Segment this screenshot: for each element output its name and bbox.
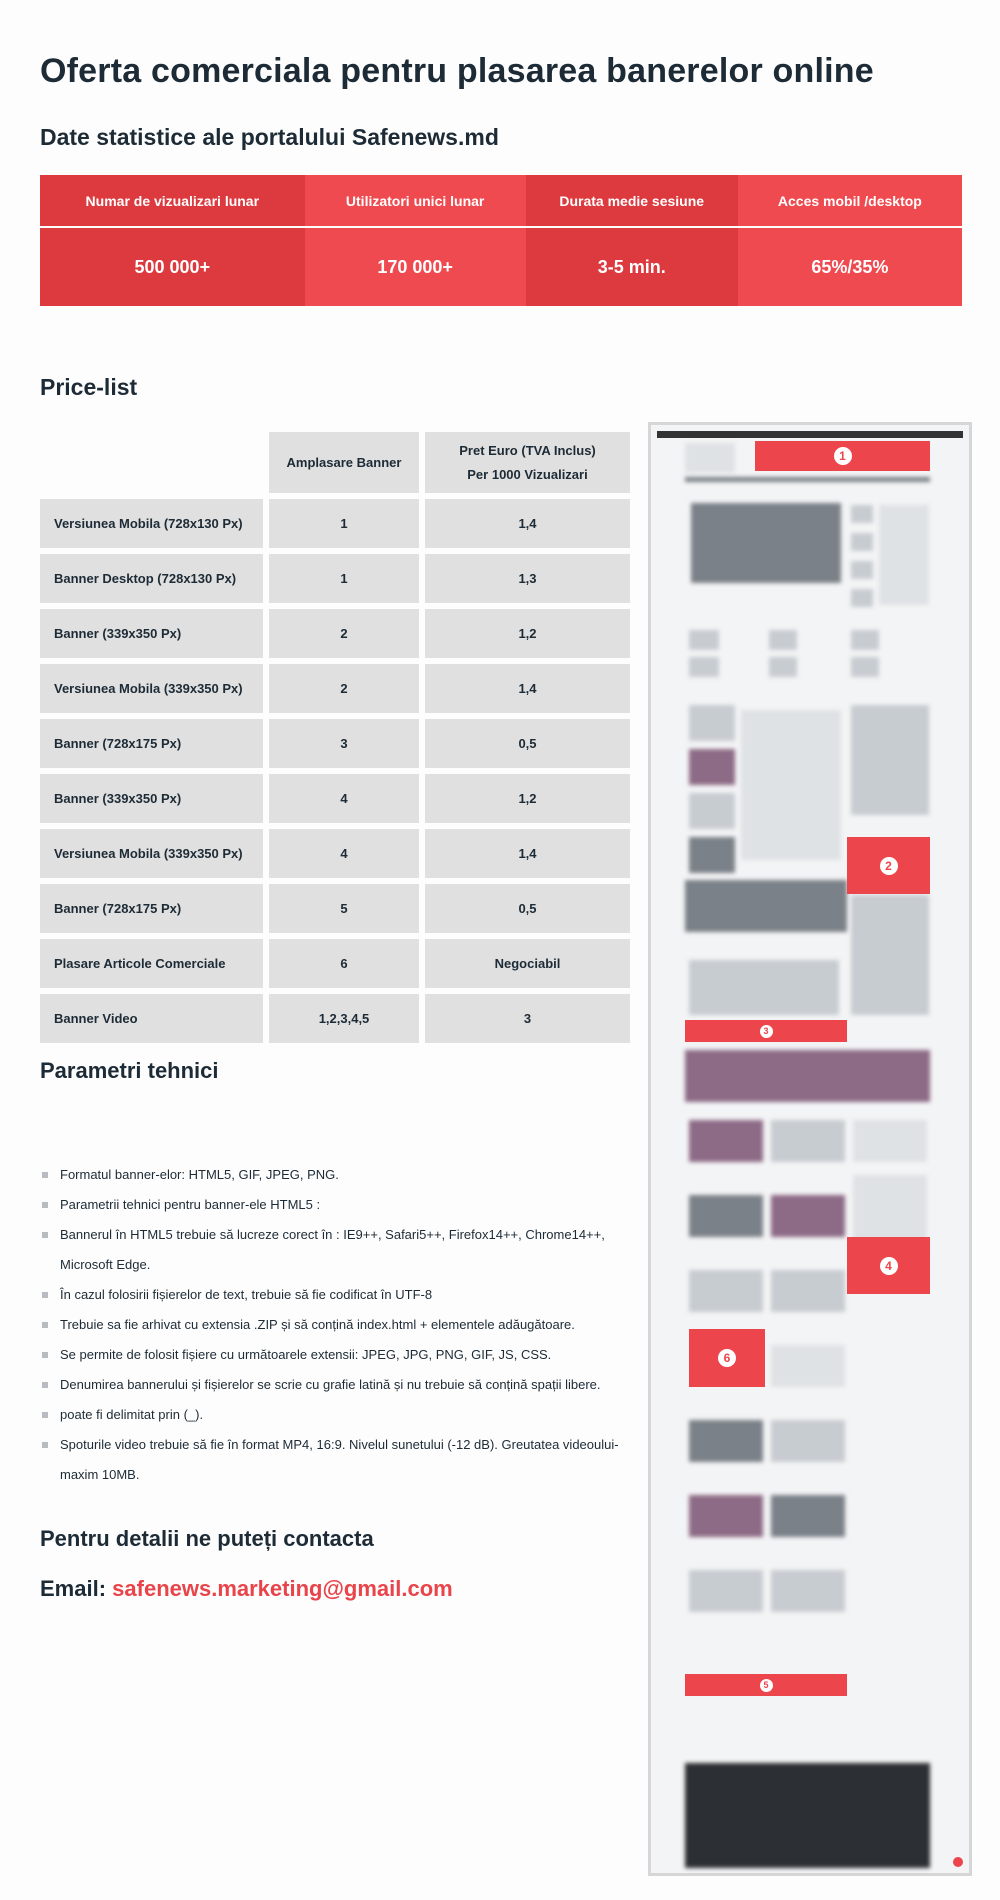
- tech-item: În cazul folosirii fișierelor de text, trebuie să fie codificat în UTF-8: [40, 1280, 630, 1310]
- price-row: [40, 774, 630, 823]
- price-row-name: Versiunea Mobila (728x130 Px): [40, 499, 263, 548]
- stats-value-users: 170 000+: [305, 227, 526, 306]
- tech-item: Spoturile video trebuie să fie în format MP4, 16:9. Nivelul sunetului (-12 dB). Greutatea videoului- maxim 10MB.: [40, 1430, 630, 1490]
- site-preview: [648, 422, 972, 1876]
- ad-slot-1: [755, 441, 930, 471]
- price-row-placement: 4: [269, 829, 419, 878]
- price-row: [40, 829, 630, 878]
- stats-value-duration: 3-5 min.: [526, 227, 738, 306]
- tech-item: Formatul banner-elor: HTML5, GIF, JPEG, PNG.: [40, 1160, 630, 1190]
- preview-topbar: [657, 431, 963, 438]
- stats-value-row: [40, 227, 962, 306]
- stats-header-row: [40, 175, 962, 227]
- preview-scroll-dot: [953, 1857, 963, 1867]
- ad-slot-3: [685, 1020, 847, 1042]
- price-row-name: Banner (728x175 Px): [40, 884, 263, 933]
- price-row-placement: 2: [269, 609, 419, 658]
- tech-item: Se permite de folosit fișiere cu următoarele extensii: JPEG, JPG, PNG, GIF, JS, CSS.: [40, 1340, 630, 1370]
- price-row-placement: 5: [269, 884, 419, 933]
- price-row: [40, 939, 630, 988]
- price-row-price: 1,2: [425, 774, 630, 823]
- price-header-row: [40, 432, 630, 493]
- tech-heading: Parametri tehnici: [40, 1058, 219, 1083]
- tech-item: Parametrii tehnici pentru banner-ele HTML5 :: [40, 1190, 630, 1220]
- price-row-price: 0,5: [425, 884, 630, 933]
- tech-item: Denumirea bannerului și fișierelor se scrie cu grafie latină și nu trebuie să conțină spații libere.: [40, 1370, 630, 1400]
- price-row: [40, 884, 630, 933]
- price-row: [40, 719, 630, 768]
- price-row-price: 1,3: [425, 554, 630, 603]
- price-row: [40, 994, 630, 1043]
- price-row-name: Banner Video: [40, 994, 263, 1043]
- ad-slot-4: [847, 1237, 930, 1294]
- stats-header-access: Acces mobil /desktop: [738, 175, 962, 227]
- price-row-name: Versiunea Mobila (339x350 Px): [40, 664, 263, 713]
- price-row-price: 1,4: [425, 499, 630, 548]
- price-header-placement: Amplasare Banner: [269, 432, 419, 493]
- price-header-blank: [40, 432, 263, 493]
- price-row-name: Banner Desktop (728x130 Px): [40, 554, 263, 603]
- email-label: Email:: [40, 1576, 107, 1601]
- preview-footer: [685, 1763, 930, 1868]
- email-link[interactable]: safenews.marketing@gmail.com: [112, 1576, 453, 1601]
- price-row-price: 1,4: [425, 664, 630, 713]
- ad-slot-1-number: 1: [834, 447, 852, 465]
- page-title: Oferta comerciala pentru plasarea banerelor online: [40, 52, 874, 90]
- price-row-placement: 1: [269, 499, 419, 548]
- stats-value-access: 65%/35%: [738, 227, 962, 306]
- ad-slot-2-number: 2: [880, 857, 898, 875]
- price-row: [40, 499, 630, 548]
- price-heading: Price-list: [40, 374, 138, 400]
- price-row-placement: 1,2,3,4,5: [269, 994, 419, 1043]
- price-row-name: Versiunea Mobila (339x350 Px): [40, 829, 263, 878]
- price-table: [34, 426, 636, 1049]
- price-row: [40, 664, 630, 713]
- price-row-name: Banner (339x350 Px): [40, 774, 263, 823]
- ad-slot-6-number: 6: [718, 1349, 736, 1367]
- contact-heading: Pentru detalii ne puteți contacta: [40, 1526, 374, 1551]
- stats-heading: Date statistice ale portalului Safenews.md: [40, 124, 499, 150]
- price-row-name: Plasare Articole Comerciale: [40, 939, 263, 988]
- price-header-price: [425, 432, 630, 493]
- tech-item: poate fi delimitat prin (_).: [40, 1400, 630, 1430]
- price-row-price: 1,4: [425, 829, 630, 878]
- price-row-placement: 1: [269, 554, 419, 603]
- stats-header-users: Utilizatori unici lunar: [305, 175, 526, 227]
- ad-slot-6: [689, 1329, 765, 1387]
- tech-list: [40, 1160, 630, 1490]
- price-row-name: Banner (339x350 Px): [40, 609, 263, 658]
- price-row-placement: 4: [269, 774, 419, 823]
- ad-slot-3-number: 3: [760, 1025, 773, 1038]
- price-header-price-line2: Per 1000 Vizualizari: [467, 466, 588, 482]
- ad-slot-2: [847, 837, 930, 894]
- stats-header-views: Numar de vizualizari lunar: [40, 175, 305, 227]
- price-row-price: 0,5: [425, 719, 630, 768]
- price-row-price: Negociabil: [425, 939, 630, 988]
- ad-slot-5-number: 5: [760, 1679, 773, 1692]
- price-row-name: Banner (728x175 Px): [40, 719, 263, 768]
- stats-table: [40, 175, 962, 306]
- tech-item: Bannerul în HTML5 trebuie să lucreze corect în : IE9++, Safari5++, Firefox14++, Chrome14++, Microsoft Edge.: [40, 1220, 630, 1280]
- price-row-price: 3: [425, 994, 630, 1043]
- price-row: [40, 609, 630, 658]
- email-line: [40, 1576, 453, 1602]
- price-row-placement: 2: [269, 664, 419, 713]
- price-header-price-line1: Pret Euro (TVA Inclus): [459, 442, 596, 458]
- ad-slot-5: [685, 1674, 847, 1696]
- price-rows: [40, 499, 630, 1043]
- price-row-placement: 3: [269, 719, 419, 768]
- price-row-price: 1,2: [425, 609, 630, 658]
- ad-slot-4-number: 4: [880, 1257, 898, 1275]
- price-row: [40, 554, 630, 603]
- stats-value-views: 500 000+: [40, 227, 305, 306]
- price-row-placement: 6: [269, 939, 419, 988]
- tech-item: Trebuie sa fie arhivat cu extensia .ZIP și să conțină index.html + elementele adăugătoare.: [40, 1310, 630, 1340]
- stats-header-duration: Durata medie sesiune: [526, 175, 738, 227]
